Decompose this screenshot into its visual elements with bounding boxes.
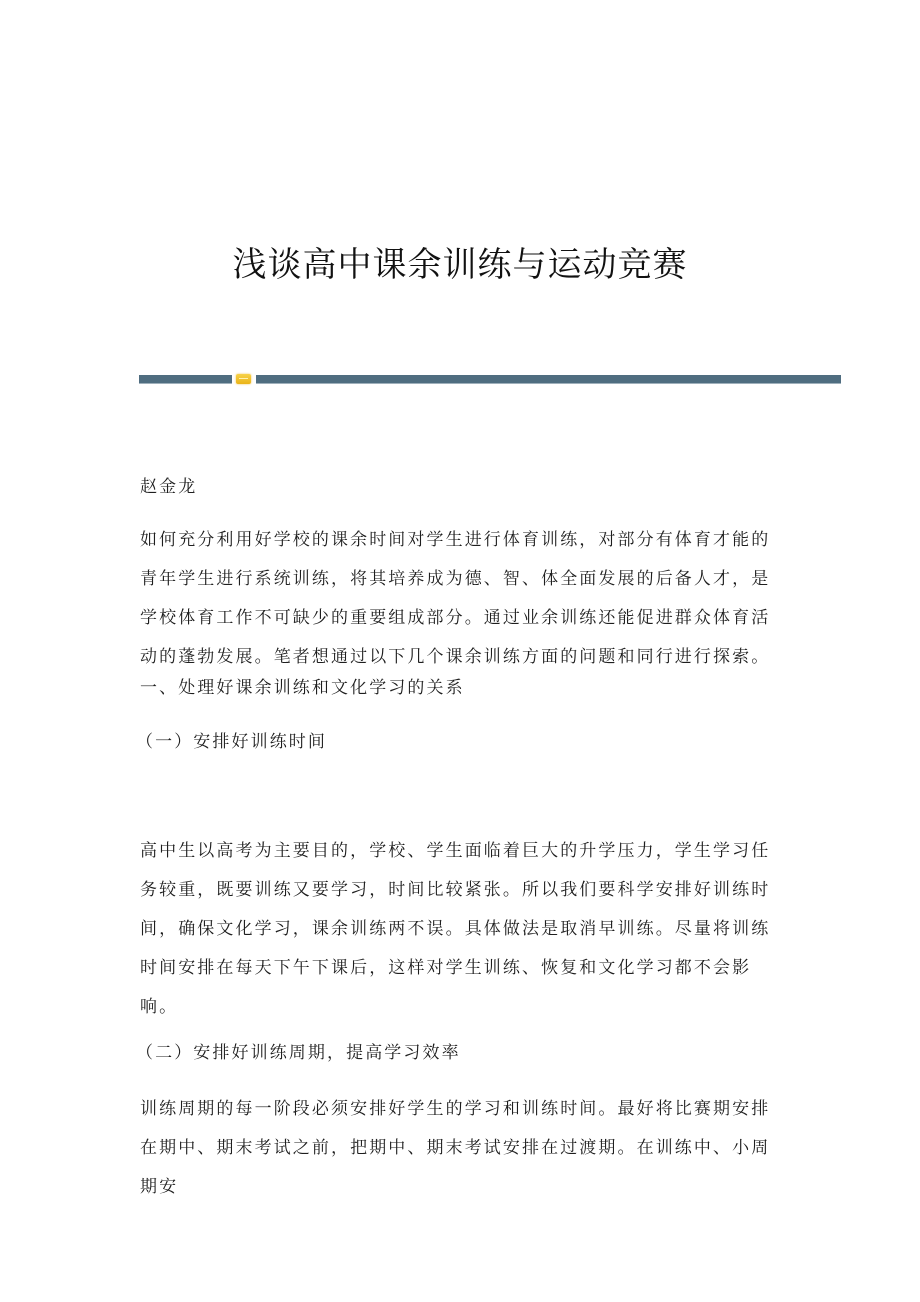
divider-bar-right bbox=[256, 375, 841, 384]
body-paragraph-1: 高中生以高考为主要目的，学校、学生面临着巨大的升学压力，学生学习任务较重，既要训练又要学习，时间比较紧张。所以我们要科学安排好训练时间，确保文化学习，课余训练两不误。具体做法是取消早训练。尽量将训练时间安排在每天下午下课后，这样对学生训练、恢复和文化学习都不会影响。 bbox=[140, 841, 771, 1017]
intro-paragraph: 如何充分利用好学校的课余时间对学生进行体育训练，对部分有体育才能的青年学生进行系统训练，将其培养成为德、智、体全面发展的后备人才，是学校体育工作不可缺少的重要组成部分。通过业余训练还能促进群众体育活动的蓬勃发展。笔者想通过以下几个课余训练方面的问题和同行进行探索。 bbox=[140, 530, 771, 667]
subsection-heading-2: （二）安排好训练周期，提高学习效率 bbox=[136, 1043, 461, 1063]
document-title: 浅谈高中课余训练与运动竞赛 bbox=[232, 244, 688, 285]
gold-gem-icon bbox=[236, 374, 251, 384]
subsection-heading-1: （一）安排好训练时间 bbox=[136, 732, 327, 752]
divider-bar-left bbox=[139, 375, 232, 384]
author-name: 赵金龙 bbox=[140, 477, 198, 497]
title-divider bbox=[139, 375, 841, 384]
body-paragraph-2: 训练周期的每一阶段必须安排好学生的学习和训练时间。最好将比赛期安排在期中、期末考试之前，把期中、期末考试安排在过渡期。在训练中、小周期安 bbox=[140, 1099, 771, 1197]
section-heading-1: 一、处理好课余训练和文化学习的关系 bbox=[140, 678, 465, 698]
